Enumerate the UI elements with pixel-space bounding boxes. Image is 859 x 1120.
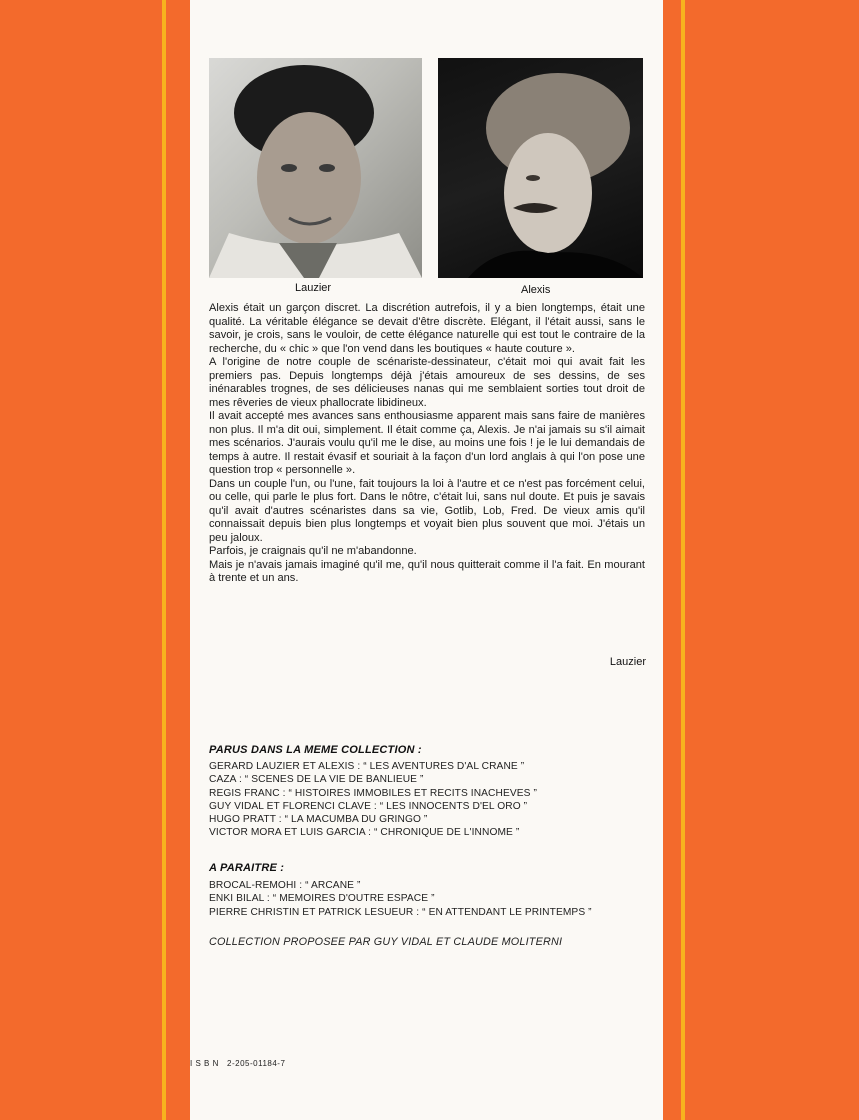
parus-heading: PARUS DANS LA MEME COLLECTION : — [209, 744, 422, 756]
list-item: ENKI BILAL : “ MEMOIRES D'OUTRE ESPACE ” — [209, 893, 435, 905]
list-item: PIERRE CHRISTIN ET PATRICK LESUEUR : “ EN ATTENDANT LE PRINTEMPS ” — [209, 906, 592, 918]
photo-lauzier — [209, 58, 422, 278]
signature: Lauzier — [609, 656, 646, 668]
paragraph: Parfois, je craignais qu'il ne m'abandonne. — [209, 545, 417, 557]
back-cover-panel — [190, 0, 663, 1120]
paragraph: Mais je n'avais jamais imaginé qu'il me, qu'il nous quitterait comme il l'a fait. En mourant à trente et un ans. — [209, 558, 645, 584]
list-item: HUGO PRATT : “ LA MACUMBA DU GRINGO ” — [209, 814, 428, 826]
portrait-lauzier-image — [209, 58, 422, 278]
list-item: CAZA : “ SCENES DE LA VIE DE BANLIEUE ” — [209, 774, 424, 786]
paragraph: Il avait accepté mes avances sans enthousiasme apparent mais sans faire de manières non plus. Il m'a dit oui, simplement. Il était comme ça, Alexis. Je n'ai jamais su s'il aimait mes scénarios. J'aurais voulu qu'il me le dise, au moins une fois ! je le lui demandais de temps à autre. Il restait évasif et souriait à la façon d'un lord anglais à qui l'on pose une question trop « personnelle ». — [209, 410, 645, 476]
right-yellow-stripe — [681, 0, 685, 1120]
paragraph: Alexis était un garçon discret. La discrétion autrefois, il y a bien longtemps, était une qualité. La véritable élégance se devait d'être discrète. Elégant, il l'était aussi, sans le savoir, je crois, sans le vouloir, de cette élégance naturelle qui est tout le contraire de la recherche, du « chic » que l'on vend dans les boutiques « haute couture ». — [209, 302, 645, 355]
paragraph: Dans un couple l'un, ou l'une, fait toujours la loi à l'autre et ce n'est pas forcément celui, ou celle, qui parle le plus fort. Dans le nôtre, c'était lui, sans nul doute. Et puis je savais qu'il avait d'autres scénaristes dans sa vie, Gotlib, Lob, Fred. De vieux amis qu'il connaissait depuis bien plus longtemps et voyait bien plus souvent que moi. J'étais un peu jaloux. — [209, 477, 645, 544]
caption-alexis: Alexis — [521, 284, 551, 296]
photo-alexis — [438, 58, 643, 278]
tribute-text — [209, 302, 645, 586]
paragraph: A l'origine de notre couple de scénariste-dessinateur, c'était moi qui avait fait les premiers pas. Depuis longtemps déjà j'étais amoureux de ses dessins, de ses inénarables trognes, de ses délicieuses nanas qui me semblaient sorties tout droit de mes rêveries de vieux phallocrate libidineux. — [209, 356, 645, 409]
list-item: VICTOR MORA ET LUIS GARCIA : “ CHRONIQUE DE L'INNOME ” — [209, 827, 520, 839]
a-paraitre-heading: A PARAITRE : — [209, 862, 285, 874]
collection-note: COLLECTION PROPOSEE PAR GUY VIDAL ET CLAUDE MOLITERNI — [209, 936, 563, 948]
caption-lauzier: Lauzier — [295, 282, 332, 294]
isbn: I S B N 2-205-01184-7 — [190, 1059, 286, 1068]
a-paraitre-list — [209, 879, 649, 919]
list-item: GERARD LAUZIER ET ALEXIS : “ LES AVENTURES D'AL CRANE ” — [209, 761, 525, 772]
parus-list — [209, 760, 649, 840]
list-item: REGIS FRANC : “ HISTOIRES IMMOBILES ET RECITS INACHEVES ” — [209, 787, 537, 799]
left-yellow-stripe — [162, 0, 166, 1120]
list-item: GUY VIDAL ET FLORENCI CLAVE : “ LES INNOCENTS D'EL ORO ” — [209, 800, 528, 812]
portrait-alexis-image — [438, 58, 643, 278]
list-item: BROCAL-REMOHI : “ ARCANE ” — [209, 880, 361, 891]
